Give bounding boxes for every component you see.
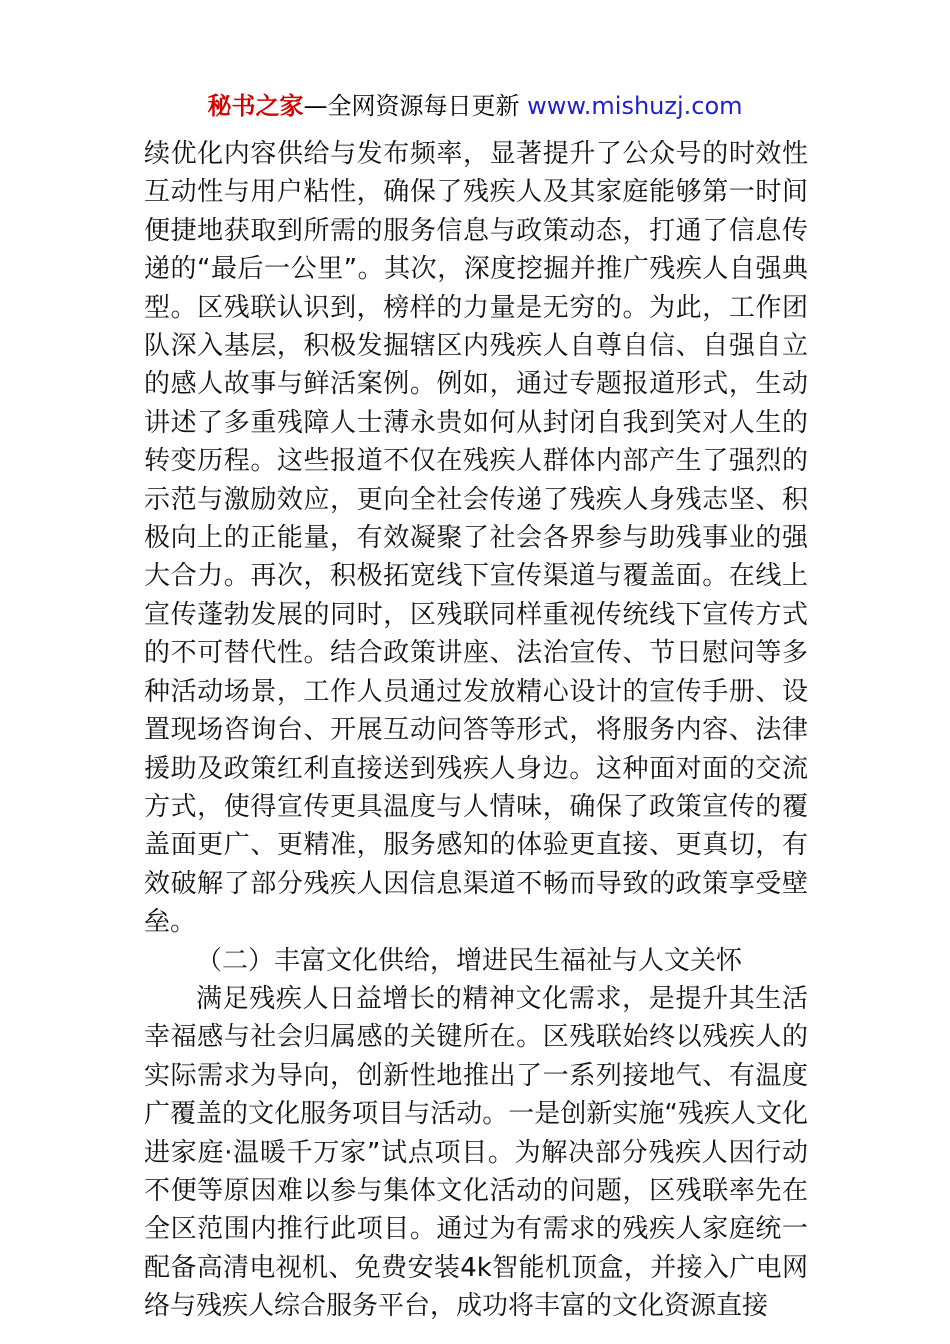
section-heading: （二）丰富文化供给，增进民生福祉与人文关怀 bbox=[196, 945, 743, 976]
page-header bbox=[0, 88, 950, 124]
paragraph: 满足残疾人日益增长的精神文化需求，是提升其生活幸福感与社会归属感的关键所在。区残联始终以残疾人的实际需求为导向，创新性地推出了一系列接地气、有温度广覆盖的文化服务项目与活动。一是创新实施“残疾人文化进家庭·温暖千万家”试点项目。为解决部分残疾人因行动不便等原因难以参与集体文化活动的问题，区残联率先在全区范围内推行此项目。通过为有需求的残疾人家庭统一配备高清电视机、免费安装4k智能机顶盒，并接入广电网络与残疾人综合服务平台，成功将丰富的文化资源直接 bbox=[144, 983, 808, 1322]
brand-name: 秘书之家 bbox=[207, 92, 304, 120]
header-slogan: —全网资源每日更新 bbox=[303, 92, 528, 120]
paragraph: 续优化内容供给与发布频率，显著提升了公众号的时效性互动性与用户粘性，确保了残疾人及其家庭能够第一时间便捷地获取到所需的服务信息与政策动态，打通了信息传递的“最后一公里”。其次，深度挖掘并推广残疾人自强典型。区残联认识到，榜样的力量是无穷的。为此，工作团队深入基层，积极发掘辖区内残疾人自尊自信、自强自立的感人故事与鲜活案例。例如，通过专题报道形式，生动讲述了多重残障人士薄永贵如何从封闭自我到笑对人生的转变历程。这些报道不仅在残疾人群体内部产生了强烈的示范与激励效应，更向全社会传递了残疾人身残志坚、积极向上的正能量，有效凝聚了社会各界参与助残事业的强大合力。再次，积极拓宽线下宣传渠道与覆盖面。在线上宣传蓬勃发展的同时，区残联同样重视传统线下宣传方式的不可替代性。结合政策讲座、法治宣传、节日慰问等多种活动场景，工作人员通过发放精心设计的宣传手册、设置现场咨询台、开展互动问答等形式，将服务内容、法律援助及政策红利直接送到残疾人身边。这种面对面的交流方式，使得宣传更具温度与人情味，确保了政策宣传的覆盖面更广、更精准，服务感知的体验更直接、更真切，有效破解了部分残疾人因信息渠道不畅而导致的政策享受壁垒。 bbox=[144, 139, 808, 938]
document-body bbox=[144, 135, 808, 1326]
website-link[interactable]: www.mishuzj.com bbox=[527, 92, 743, 120]
